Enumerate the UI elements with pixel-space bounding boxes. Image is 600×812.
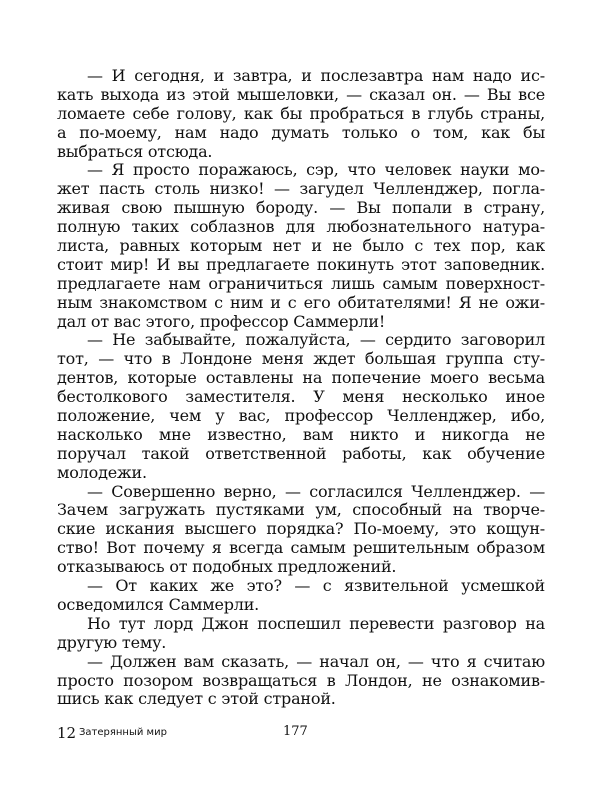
text-line: бестолкового заместителя. У меня несколько иное — [57, 388, 545, 407]
text-line: — От каких же это? — с язвительной усмешкой — [87, 577, 545, 596]
text-line: — И сегодня, и завтра, и послезавтра нам надо ис- — [87, 67, 545, 85]
text-line: поручал такой ответственной работы, как обучение — [57, 444, 545, 463]
text-line: жет пасть столь низко! — загудел Челленджер, погла- — [57, 180, 545, 199]
page-body — [57, 67, 545, 709]
text-line: отказываюсь от подобных предложений. — [57, 557, 397, 577]
text-line: насколько мне известно, вам никто и никогда не — [57, 425, 545, 444]
text-line: — Совершенно верно, — согласился Челленджер. — — [87, 482, 545, 501]
text-line: полную таких соблазнов для любознательного натура- — [57, 218, 545, 237]
text-line: осведомился Саммерли. — [57, 594, 260, 614]
text-line: предлагаете нам ограничиться лишь самым поверхност- — [57, 274, 545, 293]
text-line: ломаете себе голову, как бы пробраться в глубь страны, — [57, 104, 545, 123]
book-title: Затерянный мир — [79, 727, 167, 738]
text-line: Зачем загружать пустяками ум, способный на творче- — [57, 501, 545, 520]
text-line: другую тему. — [57, 632, 167, 652]
text-line: ство! Вот почему я всегда самым решительным образом — [57, 539, 545, 558]
text-line: стоит мир! И вы предлагаете покинуть этот заповедник. — [57, 255, 545, 274]
text-line: листа, равных которым нет и не было с тех пор, как — [57, 237, 545, 256]
text-line: — Не забывайте, пожалуйста, — сердито заговорил — [87, 331, 545, 350]
text-line: живая свою пышную бороду. — Вы попали в страну, — [57, 199, 545, 218]
text-line: выбраться отсюда. — [57, 141, 213, 161]
text-line: тот, — что в Лондоне меня ждет большая группа сту- — [57, 350, 545, 369]
text-line: Но тут лорд Джон поспешил перевести разговор на — [87, 614, 545, 633]
page-footer — [57, 724, 357, 744]
text-line: молодежи. — [57, 462, 147, 482]
text-line: шись как следует с этой страной. — [57, 689, 336, 709]
text-line: кать выхода из этой мышеловки, — сказал он. — Вы все — [57, 85, 545, 104]
text-line: положение, чем у вас, профессор Челленджер, ибо, — [57, 407, 545, 426]
text-line: — Должен вам сказать, — начал он, — что я считаю — [87, 652, 545, 671]
text-line: дал от вас этого, профессор Саммерли! — [57, 311, 386, 331]
text-line: ным знакомством с ним и с его обитателями! Я не ожи- — [57, 293, 545, 312]
text-line: ские искания высшего порядка? По-моему, это кощун- — [57, 520, 545, 539]
text-line: — Я просто поражаюсь, сэр, что человек науки мо- — [87, 161, 545, 180]
signature-mark: 12 — [57, 724, 77, 742]
text-line: просто позором возвращаться в Лондон, не ознакомив- — [57, 671, 545, 690]
text-line: а по-моему, нам надо думать только о том, как бы — [57, 123, 545, 142]
page-number: 177 — [283, 724, 308, 739]
text-line: дентов, которые оставлены на попечение моего весьма — [57, 369, 545, 388]
